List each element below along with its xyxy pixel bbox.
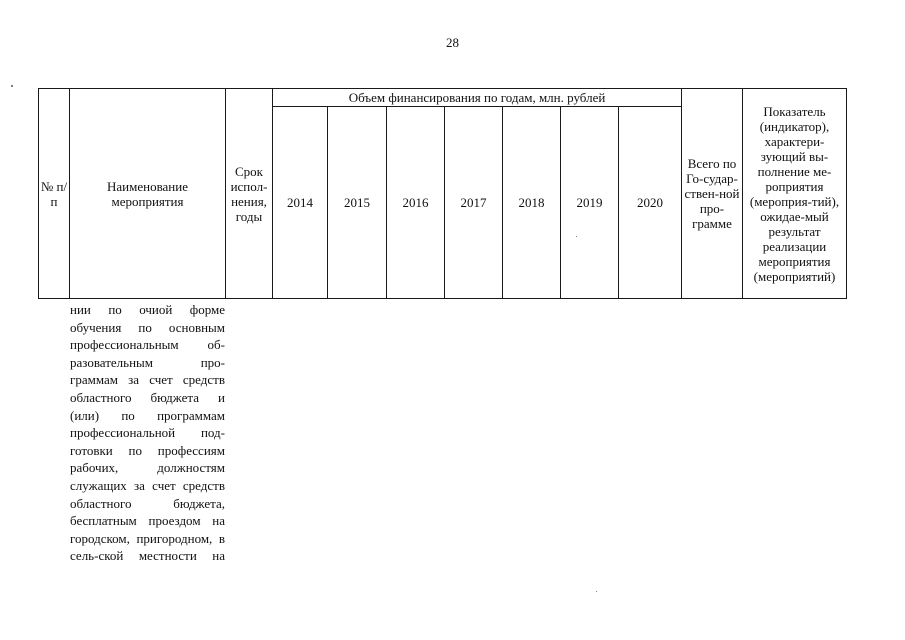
- continued-cell-text: нии по очиой форме обучения по основным профессиональным об-разовательным про-граммам за счет средств областного бюджета и (или) по программам профессиональной под-готовки по профессиям рабочих, должностям служащих за счет средств областного бюджета, бесплатным проездом на городском, пригородном, в сель-ской местности на: [70, 302, 225, 564]
- funding-table: [38, 88, 847, 299]
- page-number: 28: [446, 35, 459, 50]
- scan-speck: [576, 236, 577, 237]
- header-year: 2018: [503, 107, 561, 299]
- header-year: 2014: [273, 107, 328, 299]
- header-indicator: Показатель (индикатор), характери-зующий вы-полнение ме-роприятия (мероприя-тий), ожидае-мый результат реализации мероприятия (мероприятий): [743, 89, 847, 299]
- header-year: 2016: [387, 107, 445, 299]
- header-year: 2015: [328, 107, 387, 299]
- header-year: 2020: [619, 107, 682, 299]
- scan-speck: [11, 85, 13, 87]
- header-name: Наименование мероприятия: [70, 89, 226, 299]
- header-term: Срок испол-нения, годы: [226, 89, 273, 299]
- header-total: Всего по Го-судар-ствен-ной про-грамме: [682, 89, 743, 299]
- header-funding-group: Объем финансирования по годам, млн. рублей: [273, 89, 682, 107]
- scan-speck: [596, 591, 597, 592]
- header-year: 2017: [445, 107, 503, 299]
- header-year: 2019: [561, 107, 619, 299]
- header-number: № п/п: [39, 89, 70, 299]
